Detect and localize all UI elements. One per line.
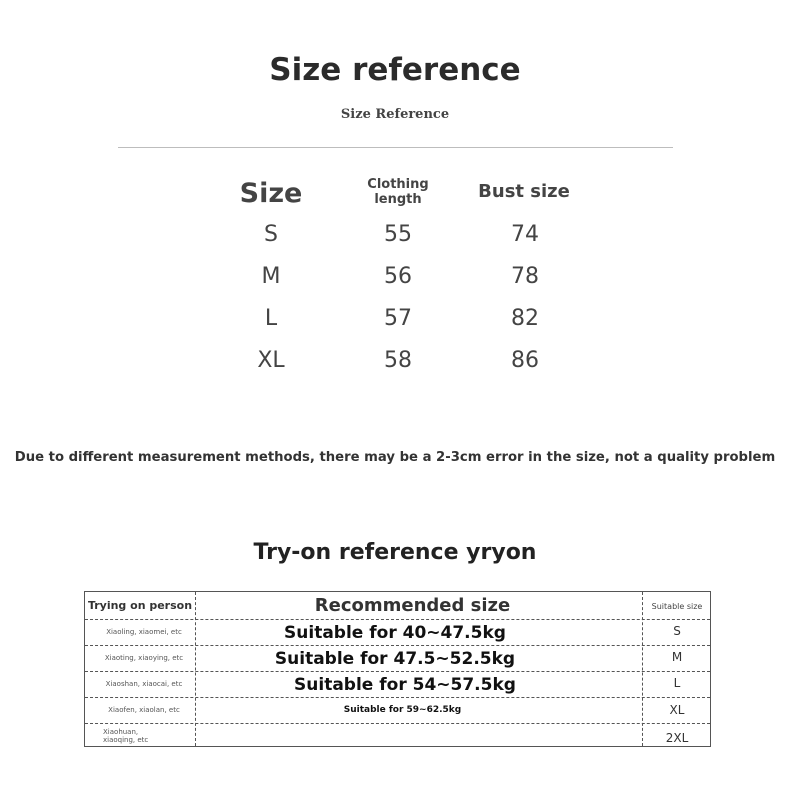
length-cell: 57 (384, 306, 412, 331)
length-cell: 58 (384, 348, 412, 373)
suitable-size-header: Suitable size (651, 602, 703, 611)
size-cell: L (264, 306, 278, 331)
bust-cell: 74 (511, 222, 539, 247)
recommended-cell: Suitable for 47.5~52.5kg (274, 649, 516, 669)
suitable-size-cell: 2XL (665, 731, 689, 745)
recommended-cell: Suitable for 40~47.5kg (284, 623, 506, 643)
person-cell: Xiaohuan, xiaoqing, etc (103, 728, 149, 744)
tryon-title: Try-on reference yryon (253, 540, 537, 565)
person-cell: Xiaofen, xiaolan, etc (108, 706, 180, 714)
length-cell: 55 (384, 222, 412, 247)
bust-cell: 86 (511, 348, 539, 373)
bust-cell: 82 (511, 306, 539, 331)
row-divider (85, 619, 710, 620)
person-cell: Xiaoshan, xiaocai, etc (105, 680, 183, 688)
length-cell: 56 (384, 264, 412, 289)
suitable-size-cell: M (671, 650, 683, 664)
size-cell: M (261, 264, 281, 289)
tryon-table (84, 591, 711, 747)
size-header: Size (239, 178, 303, 209)
row-divider (85, 723, 710, 724)
row-divider (85, 671, 710, 672)
suitable-size-cell: L (673, 676, 681, 690)
suitable-size-cell: XL (669, 703, 685, 717)
measurement-note: Due to different measurement methods, there may be a 2-3cm error in the size, not a quality problem (14, 450, 776, 465)
recommended-size-header: Recommended size (314, 595, 511, 616)
row-divider (85, 645, 710, 646)
recommended-cell: Suitable for 54~57.5kg (294, 675, 516, 695)
page-subtitle: Size Reference (340, 107, 450, 122)
clothing-length-header: Clothing length (367, 177, 429, 207)
size-cell: S (264, 222, 278, 247)
page-title: Size reference (269, 52, 521, 88)
person-cell: Xiaoling, xiaomei, etc (106, 628, 182, 636)
row-divider (85, 697, 710, 698)
bust-cell: 78 (511, 264, 539, 289)
bust-size-header: Bust size (478, 181, 570, 202)
size-cell: XL (257, 348, 285, 373)
suitable-size-cell: S (673, 624, 681, 638)
recommended-cell: Suitable for 59~62.5kg (343, 705, 462, 715)
trying-on-person-header: Trying on person (87, 599, 193, 612)
divider (118, 147, 673, 148)
person-cell: Xiaoting, xiaoying, etc (104, 654, 184, 662)
